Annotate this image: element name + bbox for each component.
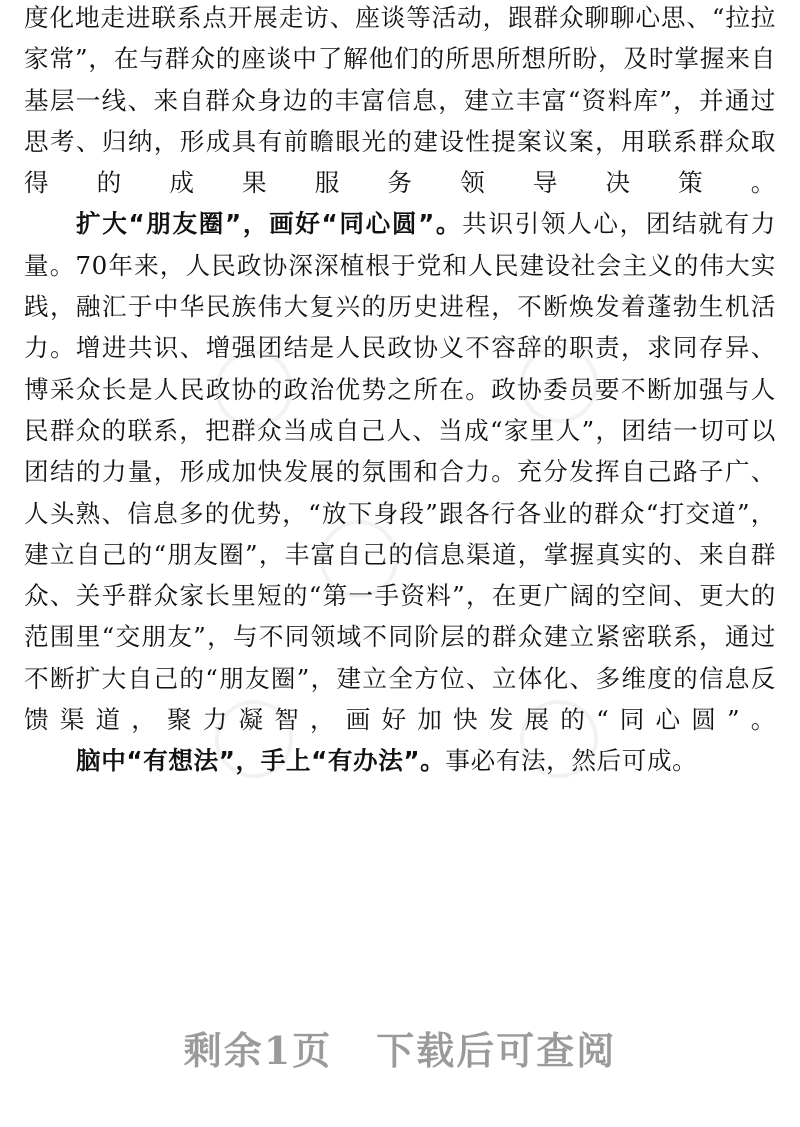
- paragraph-lead: 脑中“有想法”，手上“有办法”。: [76, 746, 446, 776]
- paragraph-ideas-methods: [24, 740, 776, 781]
- paragraph-text: 共识引领人心，团结就有力量。70年来，人民政协深深植根于党和人民建设社会主义的伟大实践，融汇于中华民族伟大复兴的历史进程，不断焕发着蓬勃生机活力。增进共识、增强团结是人民政协义不容辞的职责，求同存异、博采众长是人民政协的政治优势之所在。政协委员要不断加强与人民群众的联系，把群众当成自己人、当成“家里人”，团结一切可以团结的力量，形成加快发展的氛围和合力。充分发挥自己路子广、人头熟、信息多的优势，“放下身段”跟各行各业的群众“打交道”，建立自己的“朋友圈”，丰富自己的信息渠道，掌握真实的、来自群众、关乎群众家长里短的“第一手资料”，在更广阔的空间、更大的范围里“交朋友”，与不同领域不同阶层的群众建立紧密联系，通过不断扩大自己的“朋友圈”，建立全方位、立体化、多维度的信息反馈渠道，聚力凝智，画好加快发展的“同心圆”。: [24, 209, 776, 735]
- paragraph-text: 度化地走进联系点开展走访、座谈等活动，跟群众聊聊心思、“拉拉家常”，在与群众的座谈中了解他们的所思所想所盼，及时掌握来自基层一线、来自群众身边的丰富信息，建立丰富“资料库”，并通过思考、归纳，形成具有前瞻眼光的建设性提案议案，用联系群众取得的成果服务领导决策。: [24, 3, 776, 198]
- document-body: [24, 0, 776, 782]
- paragraph-friend-circle: [24, 203, 776, 740]
- download-banner[interactable]: [0, 1020, 800, 1075]
- paragraph-text: 事必有法，然后可成。: [445, 746, 698, 776]
- paragraph-lead: 扩大“朋友圈”，画好“同心圆”。: [76, 209, 463, 239]
- remaining-pages-label: 剩余1页: [183, 1028, 333, 1073]
- paragraph-continuation: [24, 0, 776, 203]
- download-prompt-label: 下载后可查阅: [376, 1028, 617, 1073]
